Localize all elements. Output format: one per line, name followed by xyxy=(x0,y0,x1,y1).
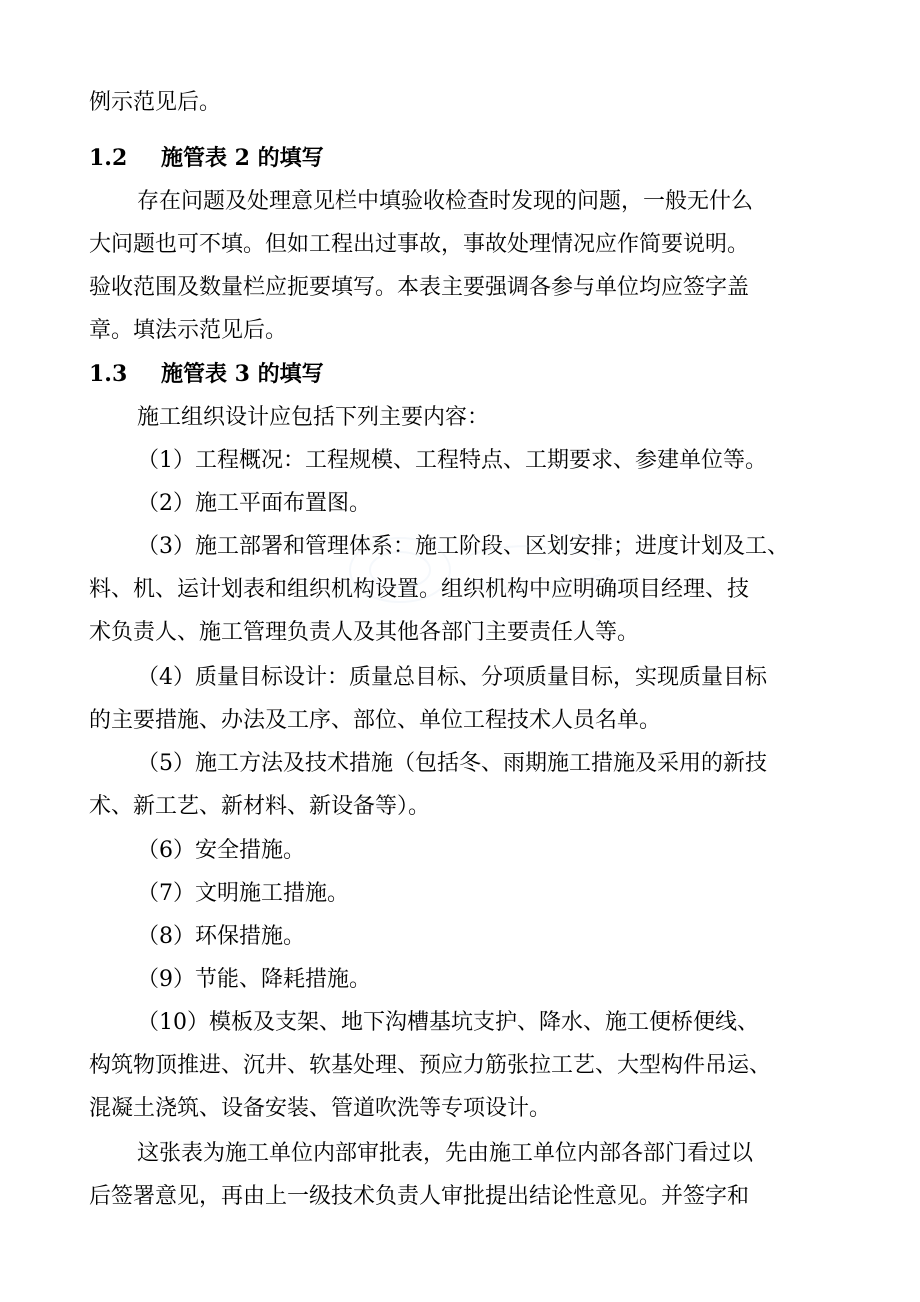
line-text: （7）文明施工措施。 xyxy=(137,881,349,906)
text-line xyxy=(0,784,920,830)
section-heading-1-2 xyxy=(0,135,920,181)
line-text: （3）施工部署和管理体系：施工阶段、区划安排；进度计划及工、 xyxy=(137,534,789,559)
line-text: 这张表为施工单位内部审批表，先由施工单位内部各部门看过以 xyxy=(137,1141,754,1166)
line-text: （1）工程概况：工程规模、工程特点、工期要求、参建单位等。 xyxy=(137,448,767,473)
line-text: （6）安全措施。 xyxy=(137,838,305,863)
line-text: （10）模板及支架、地下沟槽基坑支护、降水、施工便桥便线、 xyxy=(137,1010,759,1035)
text-line xyxy=(0,80,920,126)
line-text: 料、机、运计划表和组织机构设置。组织机构中应明确项目经理、技 xyxy=(89,577,750,602)
line-text: 章。填法示范见后。 xyxy=(89,318,288,343)
list-item xyxy=(0,871,920,917)
list-item xyxy=(0,655,920,701)
text-line xyxy=(0,222,920,268)
text-line xyxy=(0,1043,920,1089)
line-text: 后签署意见，再由上一级技术负责人审批提出结论性意见。并签字和 xyxy=(89,1184,750,1209)
line-text: 的主要措施、办法及工序、部位、单位工程技术人员名单。 xyxy=(89,708,662,733)
text-line xyxy=(0,567,920,613)
text-line xyxy=(0,610,920,656)
line-text: 存在问题及处理意见栏中填验收检查时发现的问题，一般无什么 xyxy=(137,189,754,214)
line-text: 例示范见后。 xyxy=(89,90,222,115)
text-line xyxy=(0,265,920,311)
text-line xyxy=(0,1086,920,1132)
list-item xyxy=(0,481,920,527)
list-item xyxy=(0,914,920,960)
section-number: 1.2 xyxy=(89,145,128,171)
text-line xyxy=(0,1131,920,1177)
line-text: 验收范围及数量栏应扼要填写。本表主要强调各参与单位均应签字盖 xyxy=(89,275,750,300)
line-text: （9）节能、降耗措施。 xyxy=(137,967,371,992)
list-item xyxy=(0,828,920,874)
section-title: 施管表 3 的填写 xyxy=(161,361,324,387)
line-text: （4）质量目标设计：质量总目标、分项质量目标，实现质量目标 xyxy=(137,665,767,690)
list-item xyxy=(0,1000,920,1046)
list-item xyxy=(0,957,920,1003)
text-line xyxy=(0,179,920,225)
section-heading-1-3 xyxy=(0,351,920,397)
section-number: 1.3 xyxy=(89,361,128,387)
line-text: 术、新工艺、新材料、新设备等）。 xyxy=(89,794,431,819)
text-line xyxy=(0,698,920,744)
text-line xyxy=(0,395,920,441)
section-title: 施管表 2 的填写 xyxy=(161,145,324,171)
list-item xyxy=(0,524,920,570)
line-text: 混凝土浇筑、设备安装、管道吹洗等专项设计。 xyxy=(89,1096,552,1121)
line-text: （5）施工方法及技术措施（包括冬、雨期施工措施及采用的新技 xyxy=(137,751,767,776)
line-text: 术负责人、施工管理负责人及其他各部门主要责任人等。 xyxy=(89,620,640,645)
line-text: 大问题也可不填。但如工程出过事故，事故处理情况应作简要说明。 xyxy=(89,232,750,257)
text-line xyxy=(0,308,920,354)
list-item xyxy=(0,438,920,484)
line-text: （8）环保措施。 xyxy=(137,924,305,949)
line-text: 施工组织设计应包括下列主要内容： xyxy=(137,405,490,430)
text-line xyxy=(0,1174,920,1220)
line-text: 构筑物顶推进、沉井、软基处理、预应力筋张拉工艺、大型构件吊运、 xyxy=(89,1053,772,1078)
list-item xyxy=(0,741,920,787)
line-text: （2）施工平面布置图。 xyxy=(137,491,371,516)
